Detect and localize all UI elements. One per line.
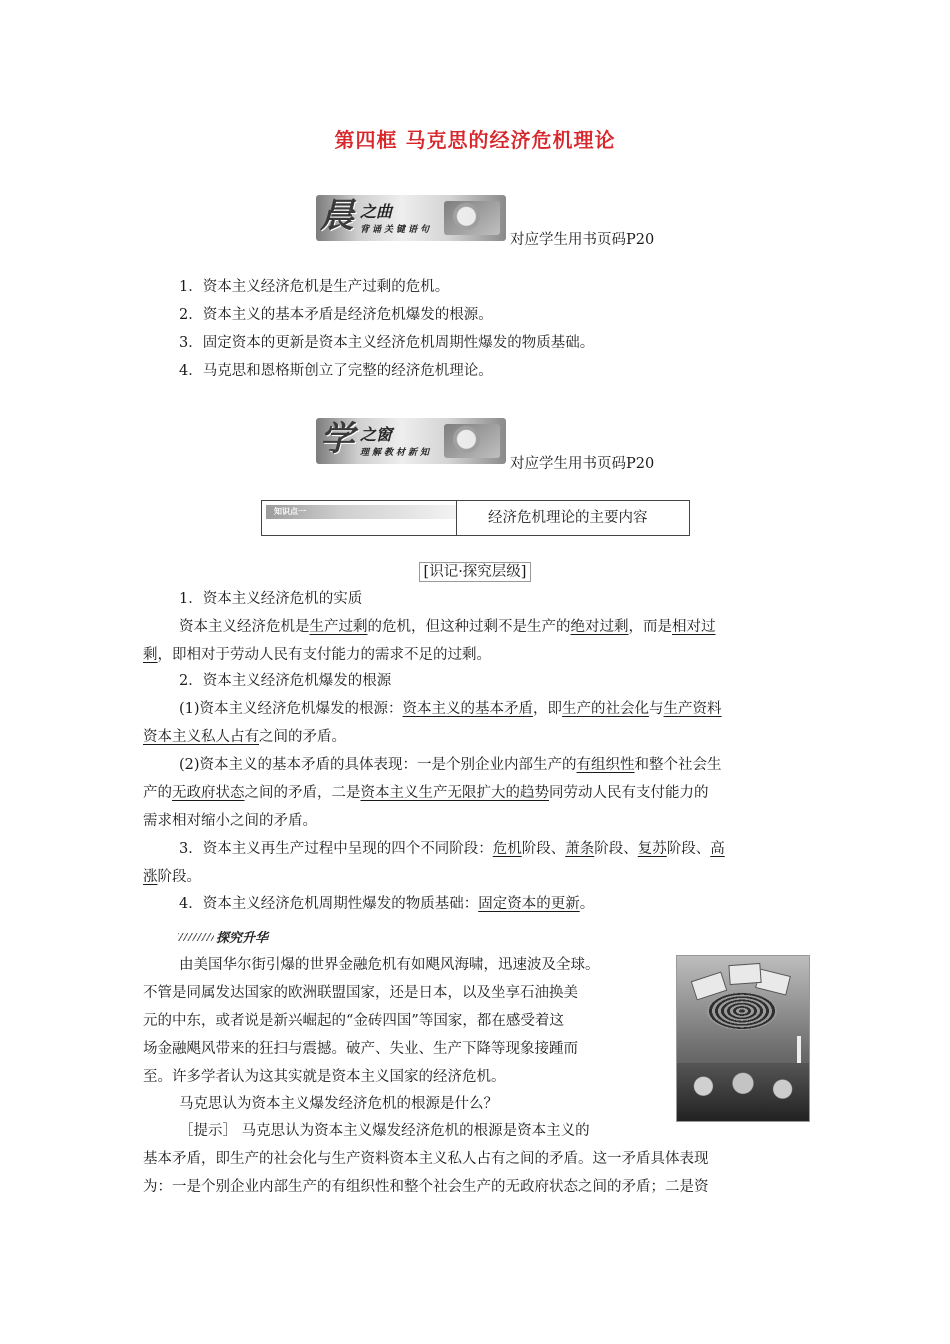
drain-graphic bbox=[707, 992, 777, 1030]
hint-line: 基本矛盾，即生产的社会化与生产资料资本主义私人占有之间的矛盾。这一矛盾具体表现 bbox=[143, 1151, 709, 1167]
paragraph-line: 资本主义经济危机是生产过剩的危机，但这种过剩不是生产的绝对过剩，而是相对过 bbox=[179, 619, 716, 635]
hatch-decoration bbox=[178, 933, 214, 941]
recite-item: 3．固定资本的更新是资本主义经济危机周期性爆发的物质基础。 bbox=[179, 335, 595, 351]
knowledge-point-tag: 知识点一 bbox=[266, 505, 456, 519]
page-title: 第四框 马克思的经济危机理论 bbox=[334, 128, 616, 152]
hint-line: ［提示］ 马克思认为资本主义爆发经济危机的根源是资本主义的 bbox=[179, 1123, 590, 1139]
recite-item: 4．马克思和恩格斯创立了完整的经济危机理论。 bbox=[179, 363, 493, 379]
key-term: 生产的社会化 bbox=[562, 701, 650, 717]
banner-decoration-image bbox=[444, 201, 500, 235]
banner-title: 之曲 bbox=[360, 202, 393, 221]
key-term: 无政府状态 bbox=[172, 785, 245, 801]
page-reference: 对应学生用书页码P20 bbox=[510, 456, 655, 472]
section-heading: 2．资本主义经济危机爆发的根源 bbox=[179, 673, 392, 689]
section-banner-study bbox=[316, 418, 506, 464]
section-heading: 1．资本主义经济危机的实质 bbox=[179, 591, 363, 607]
case-line: 元的中东，或者说是新兴崛起的“金砖四国”等国家，都在感受着这 bbox=[143, 1013, 564, 1029]
level-label: [识记·探究层级] bbox=[0, 560, 950, 581]
banner-big-char: 晨 bbox=[320, 196, 354, 236]
paragraph-line: 涨阶段。 bbox=[143, 869, 201, 885]
paragraph-line: (2)资本主义的基本矛盾的具体表现：一是个别企业内部生产的有组织性和整个社会生 bbox=[179, 757, 722, 773]
key-term: 有组织性 bbox=[576, 757, 635, 773]
page-reference: 对应学生用书页码P20 bbox=[510, 232, 655, 248]
paragraph-line: 产的无政府状态之间的矛盾，二是资本主义生产无限扩大的趋势同劳动人民有支付能力的 bbox=[143, 785, 709, 801]
key-term: 绝对过剩 bbox=[570, 619, 629, 635]
paragraph-line: 剩，即相对于劳动人民有支付能力的需求不足的过剩。 bbox=[143, 647, 491, 663]
knowledge-point-title: 经济危机理论的主要内容 bbox=[488, 510, 648, 526]
recite-item: 1．资本主义经济危机是生产过剩的危机。 bbox=[179, 279, 450, 295]
divider bbox=[456, 501, 457, 535]
key-term: 相对过 bbox=[672, 619, 716, 635]
key-term: 固定资本的更新 bbox=[478, 896, 580, 912]
paragraph-line: 需求相对缩小之间的矛盾。 bbox=[143, 813, 317, 829]
question: 马克思认为资本主义爆发经济危机的根源是什么？ bbox=[179, 1096, 498, 1112]
banner-title: 之窗 bbox=[360, 425, 393, 444]
banner-big-char: 学 bbox=[320, 419, 354, 459]
hint-line: 为：一是个别企业内部生产的有组织性和整个社会生产的无政府状态之间的矛盾；二是资 bbox=[143, 1179, 709, 1195]
recite-item: 2．资本主义的基本矛盾是经济危机爆发的根源。 bbox=[179, 307, 493, 323]
case-line: 至。许多学者认为这其实就是资本主义国家的经济危机。 bbox=[143, 1069, 506, 1085]
key-term: 萧条 bbox=[565, 841, 595, 857]
key-term: 资本主义的基本矛盾 bbox=[402, 701, 534, 717]
key-term: 剩 bbox=[143, 647, 158, 663]
case-line: 场金融飓风带来的狂扫与震撼。破产、失业、生产下降等现象接踵而 bbox=[143, 1041, 578, 1057]
key-term: 涨 bbox=[143, 869, 158, 885]
paragraph-line: (1)资本主义经济危机爆发的根源：资本主义的基本矛盾，即生产的社会化与生产资料 bbox=[179, 701, 722, 717]
key-term: 危机 bbox=[492, 841, 522, 857]
case-line: 不管是同属发达国家的欧洲联盟国家，还是日本，以及坐享石油换美 bbox=[143, 985, 578, 1001]
key-term: 资本主义私人占有 bbox=[143, 729, 259, 745]
banner-subtitle: 理解教材新知 bbox=[360, 448, 433, 458]
key-term: 生产过剩 bbox=[309, 619, 368, 635]
explore-section-label: 探究升华 bbox=[178, 928, 308, 946]
paragraph-line: 3．资本主义再生产过程中呈现的四个不同阶段：危机阶段、萧条阶段、复苏阶段、高 bbox=[179, 841, 725, 857]
knowledge-point-box bbox=[261, 500, 690, 536]
banner-decoration-image bbox=[444, 424, 500, 458]
key-term: 高 bbox=[710, 841, 725, 857]
key-term: 生产资料 bbox=[663, 701, 722, 717]
key-term: 资本主义生产无限扩大的趋势 bbox=[360, 785, 549, 801]
case-line: 由美国华尔街引爆的世界金融危机有如飓风海啸，迅速波及全球。 bbox=[179, 957, 600, 973]
paragraph-line: 资本主义私人占有之间的矛盾。 bbox=[143, 729, 346, 745]
banner-subtitle: 背诵关键语句 bbox=[360, 225, 433, 235]
key-term: 复苏 bbox=[637, 841, 667, 857]
paragraph-line: 4．资本主义经济危机周期性爆发的物质基础：固定资本的更新。 bbox=[179, 896, 595, 912]
arrow-graphic bbox=[797, 1036, 801, 1066]
banknote-graphic bbox=[728, 963, 761, 985]
section-banner-morning bbox=[316, 195, 506, 241]
